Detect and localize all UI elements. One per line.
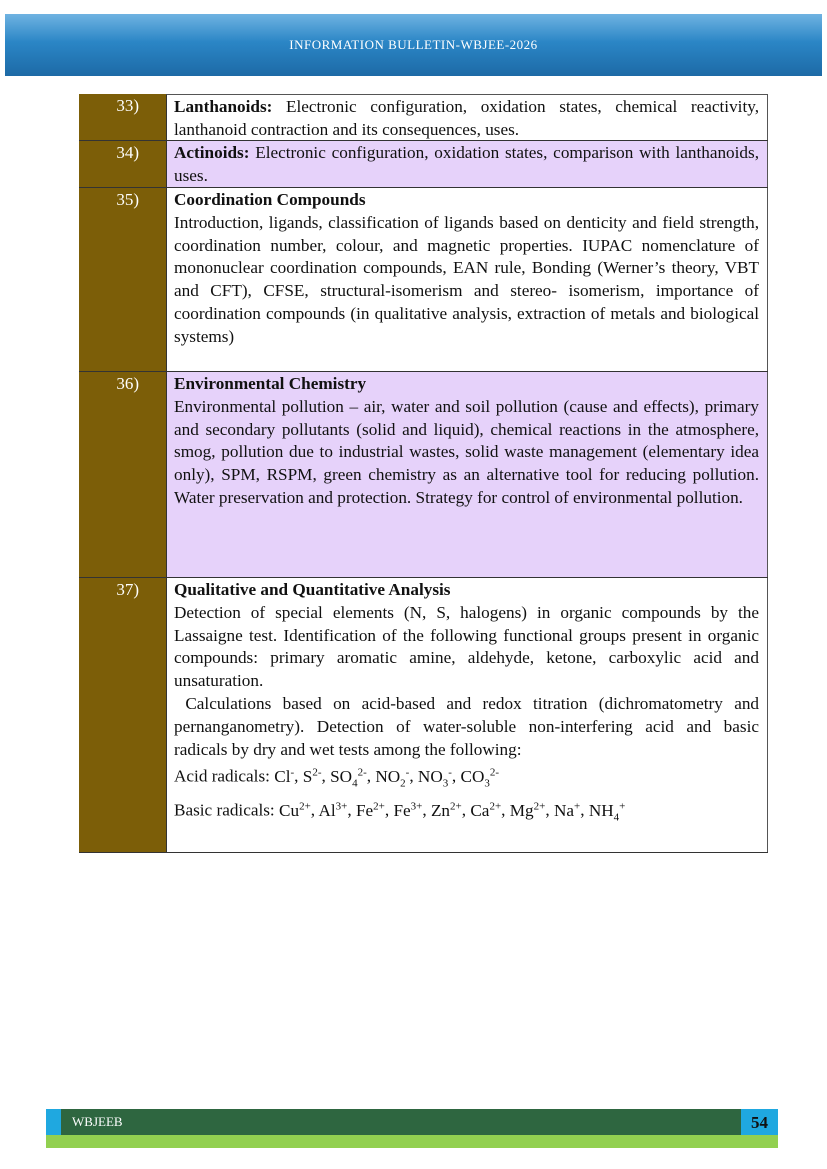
ion: $Fe^{2+}$	[355, 800, 385, 821]
topic-title: Coordination Compounds	[174, 190, 366, 209]
ion: $Mg^{2+}$	[509, 800, 546, 821]
acid-list: Cl-, $S^{2-}$, $SO_4^{2-}$, $NO_2^-$, $NO_3^-$, $CO_3^{2-}$	[274, 766, 500, 790]
ion: $SO_4^{2-}$	[330, 766, 367, 790]
table-row	[79, 188, 768, 372]
table-row	[79, 94, 768, 141]
ion: $CO_3^{2-}$	[460, 766, 500, 790]
topic-text: Electronic configuration, oxidation states, chemical reactivity, lanthanoid contraction and its consequences, uses.	[174, 97, 759, 139]
ion: $NO_2^-$	[375, 766, 410, 790]
acid-radicals	[174, 761, 759, 795]
table-row	[79, 141, 768, 188]
ion: $S^{2-}$	[302, 766, 322, 787]
page-number: 54	[741, 1109, 778, 1135]
footer-bar	[46, 1109, 778, 1135]
row-number: 35)	[79, 188, 166, 371]
topic-title: Qualitative and Quantitative Analysis	[174, 580, 451, 599]
ion: $Ca^{2+}$	[470, 800, 502, 821]
basic-list: $Cu^{2+}$, $Al^{3+}$, $Fe^{2+}$, $Fe^{3+}$, $Zn^{2+}$, $Ca^{2+}$, $Mg^{2+}$, Na+, $NH_4^+$	[279, 800, 626, 824]
topic-text: Environmental pollution – air, water and soil pollution (cause and effects), primary and secondary pollutants (solid and liquid), chemical reactions in the atmosphere, smog, pollution due to industrial wastes, solid waste management (elementary idea only), SPM, RSPM, green chemistry as an alternative tool for reducing pollution. Water preservation and protection. Strategy for control of environmental pollution.	[174, 396, 759, 507]
table-row	[79, 372, 768, 578]
footer-stripe	[46, 1135, 778, 1148]
ion: $Fe^{3+}$	[393, 800, 423, 821]
row-number: 34)	[79, 141, 166, 187]
topic-text-2: Calculations based on acid-based and redox titration (dichromatometry and pernanganometry). Detection of water-soluble non-interfering acid and basic radicals by dry and wet tests among the following:	[174, 693, 764, 759]
row-number: 36)	[79, 372, 166, 577]
ion: $Cu^{2+}$	[279, 800, 311, 821]
syllabus-table	[79, 94, 768, 853]
row-number: 37)	[79, 578, 166, 852]
footer-accent	[46, 1109, 61, 1135]
topic-title: Lanthanoids:	[174, 97, 273, 116]
footer-label: WBJEEB	[72, 1114, 123, 1129]
basic-label: Basic radicals:	[174, 801, 279, 821]
topic-text: Detection of special elements (N, S, halogens) in organic compounds by the Lassaigne test. Identification of the following functional groups present in organic compounds: primary aromatic amine, aldehyde, ketone, carboxylic acid and unsaturation.	[174, 602, 759, 691]
ion: Cl-	[274, 766, 295, 787]
row-number: 33)	[79, 94, 166, 140]
topic-text: Introduction, ligands, classification of ligands based on denticity and field strength, coordination number, colour, and magnetic properties. IUPAC nomenclature of mononuclear coordination compounds, EAN rule, Bonding (Werner’s theory, VBT and CFT), CFSE, structural-isomerism and stereo- isomerism, importance of coordination compounds (in qualitative analysis, extraction of metals and biological systems)	[174, 212, 759, 346]
ion: $Al^{3+}$	[318, 800, 348, 821]
ion: $NO_3^-$	[417, 766, 452, 790]
acid-label: Acid radicals:	[174, 767, 275, 787]
topic-title: Actinoids:	[174, 143, 250, 162]
topic-title: Environmental Chemistry	[174, 374, 367, 393]
ion: $NH_4^+$	[588, 800, 626, 824]
header-title: INFORMATION BULLETIN-WBJEE-2026	[289, 37, 538, 52]
basic-radicals	[174, 795, 759, 829]
table-row	[79, 578, 768, 853]
topic-text: Electronic configuration, oxidation states, comparison with lanthanoids, uses.	[174, 143, 759, 185]
ion: Na+	[553, 800, 581, 821]
header-banner	[5, 14, 822, 76]
ion: $Zn^{2+}$	[430, 800, 462, 821]
